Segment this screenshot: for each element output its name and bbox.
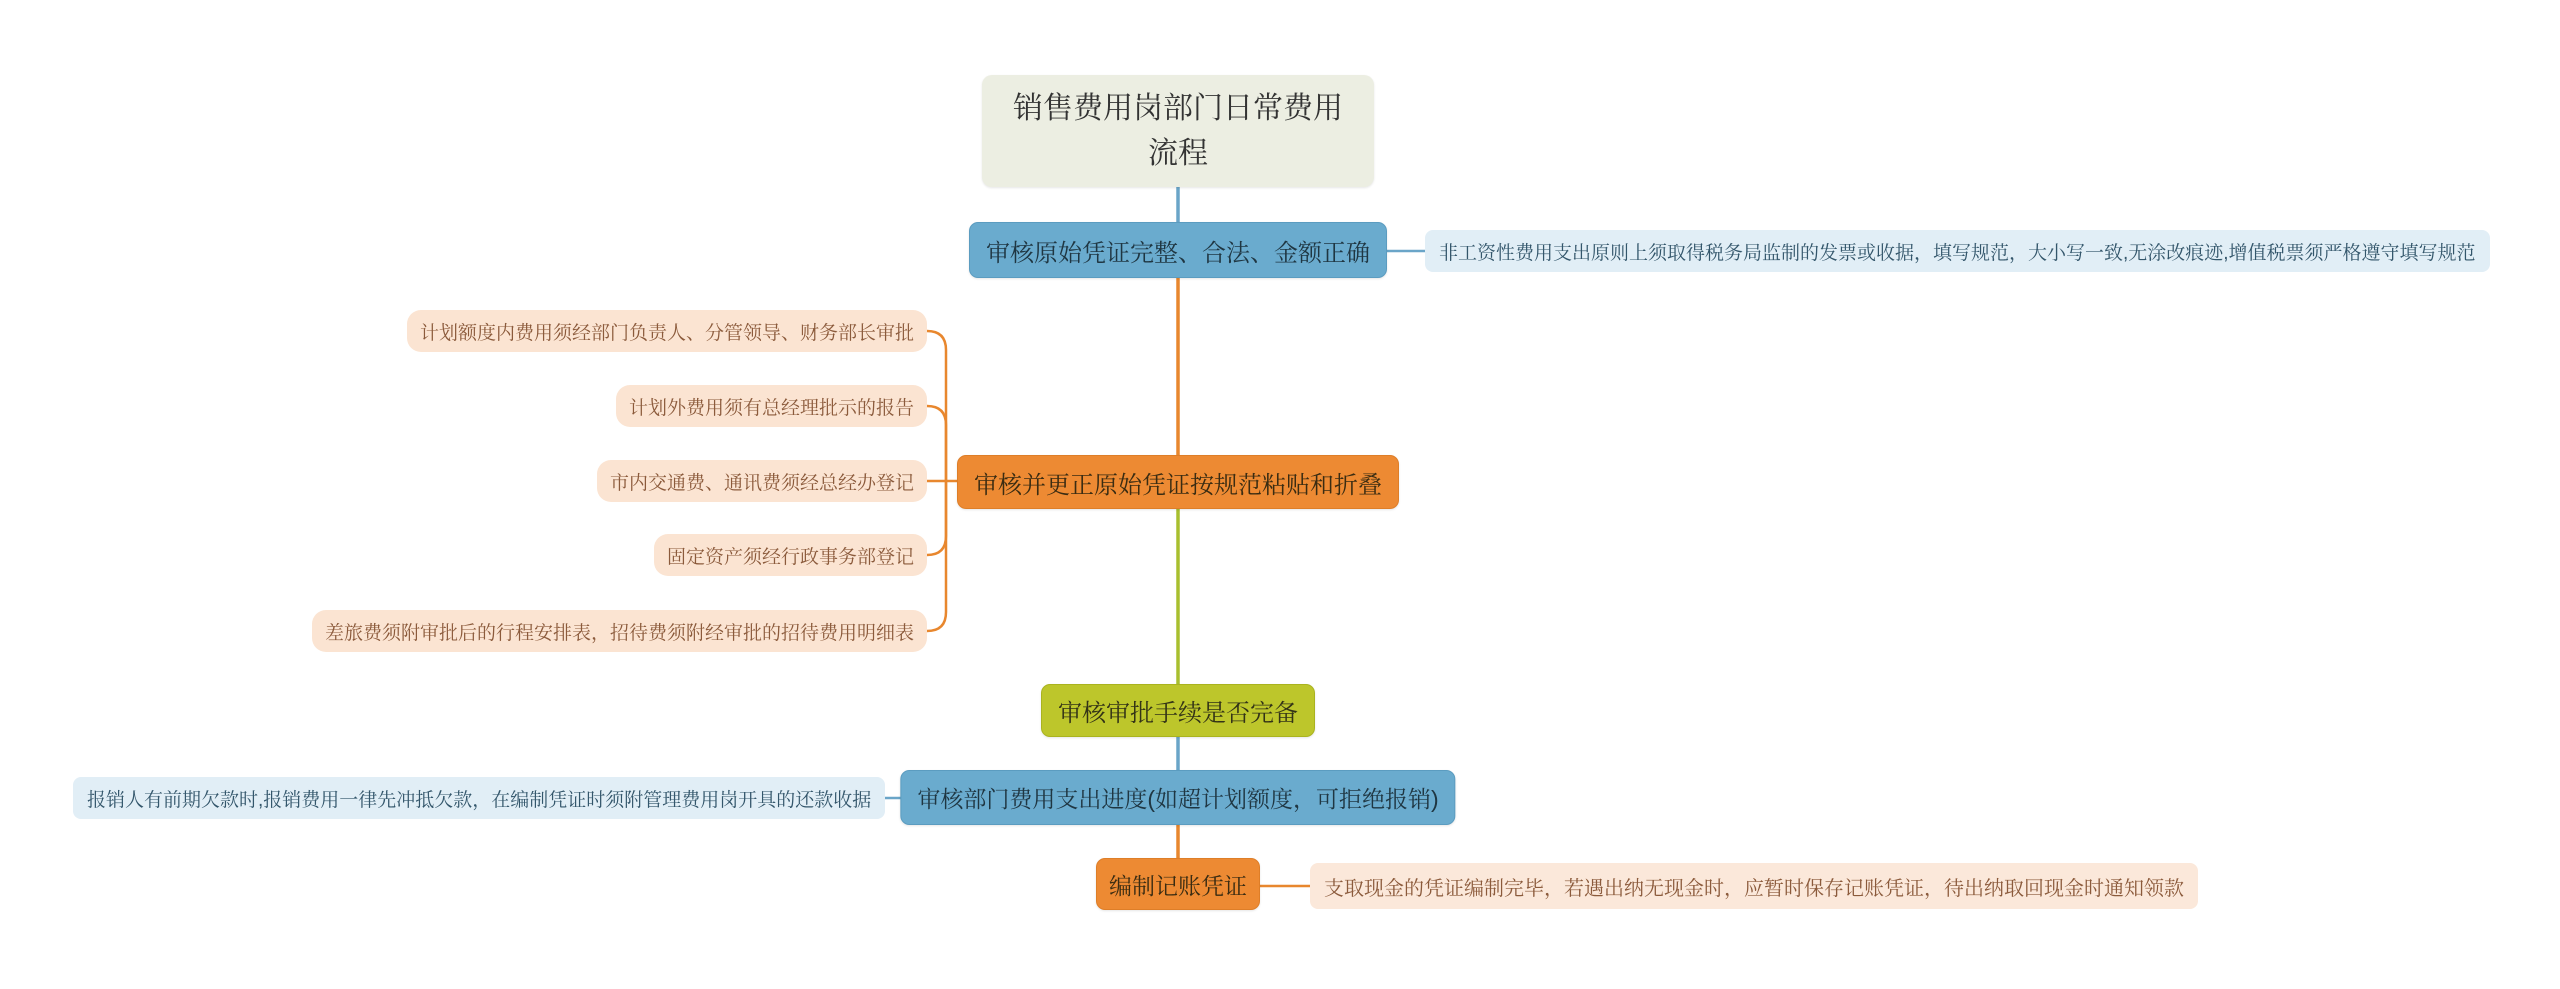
requirement-node-off-plan[interactable]: 计划外费用须有总经理批示的报告 (616, 385, 927, 427)
note-voucher-rule[interactable]: 非工资性费用支出原则上须取得税务局监制的发票或收据，填写规范，大小写一致,无涂改痕迹,增值税票须严格遵守填写规范 (1425, 230, 2490, 272)
node-correct-vouchers[interactable]: 审核并更正原始凭证按规范粘贴和折叠 (957, 455, 1399, 509)
note-cash-rule[interactable]: 支取现金的凭证编制完毕，若遇出纳无现金时，应暂时保存记账凭证，待出纳取回现金时通知领款 (1310, 863, 2198, 909)
requirement-node-transport-telecom[interactable]: 市内交通费、通讯费须经总经办登记 (597, 460, 927, 502)
root-node-title[interactable]: 销售费用岗部门日常费用流程 (982, 75, 1374, 187)
requirement-branch-4 (927, 481, 946, 555)
node-verify-vouchers[interactable]: 审核原始凭证完整、合法、金额正确 (969, 222, 1387, 278)
node-prepare-voucher[interactable]: 编制记账凭证 (1096, 858, 1260, 910)
requirement-node-plan-within-quota[interactable]: 计划额度内费用须经部门负责人、分管领导、财务部长审批 (407, 310, 927, 352)
note-repayment-rule[interactable]: 报销人有前期欠款时,报销费用一律先冲抵欠款，在编制凭证时须附管理费用岗开具的还款收据 (73, 777, 885, 819)
requirement-node-travel-entertain[interactable]: 差旅费须附审批后的行程安排表，招待费须附经审批的招待费用明细表 (312, 610, 927, 652)
requirement-node-fixed-assets[interactable]: 固定资产须经行政事务部登记 (654, 534, 927, 576)
node-check-budget[interactable]: 审核部门费用支出进度(如超计划额度，可拒绝报销) (900, 770, 1455, 825)
requirement-branch-2 (927, 406, 946, 481)
node-check-approval[interactable]: 审核审批手续是否完备 (1041, 684, 1315, 737)
